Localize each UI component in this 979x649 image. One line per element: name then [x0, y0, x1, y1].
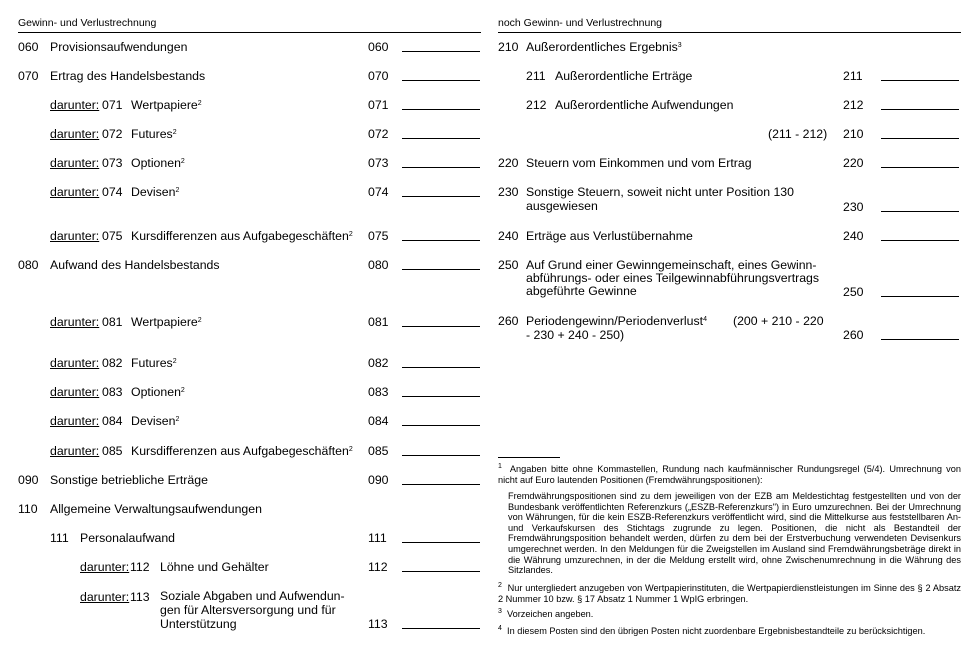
row-060-label: Provisionsaufwendungen [50, 40, 188, 54]
row-240-label: Erträge aus Verlustübernahme [526, 229, 693, 243]
row-082-ref: 082 [368, 356, 389, 370]
row-075-label: Kursdifferenzen aus Aufgabegeschäften$^2$ [131, 229, 353, 243]
row-075-ref: 075 [368, 229, 389, 243]
row-212-entry-line[interactable] [881, 109, 959, 110]
row-074-entry-line[interactable] [402, 196, 480, 197]
row-085-ref: 085 [368, 444, 389, 458]
row-060-code: 060 [18, 40, 39, 54]
row-073-label: Optionen$^2$ [131, 156, 185, 170]
row-250-ref: 250 [843, 285, 864, 299]
row-113-label-line1: Soziale Abgaben und Aufwendun- [160, 589, 345, 603]
row-074-ref: 074 [368, 185, 389, 199]
row-074-label: Devisen$^2$ [131, 185, 180, 199]
row-081-ref: 081 [368, 315, 389, 329]
row-083-label: Optionen$^2$ [131, 385, 185, 399]
row-073-code: 073 [102, 156, 123, 170]
row-212-ref: 212 [843, 98, 864, 112]
row-083-entry-line[interactable] [402, 396, 480, 397]
row-074-darunter: darunter: [50, 185, 100, 199]
row-082-code: 082 [102, 356, 123, 370]
row-071-darunter: darunter: [50, 98, 100, 112]
row-112-label: Löhne und Gehälter [160, 560, 269, 574]
row-260-formula-line2: - 230 + 240 - 250) [526, 328, 625, 342]
row-070-code: 070 [18, 69, 39, 83]
row-111-ref: 111 [368, 531, 387, 545]
row-075-darunter: darunter: [50, 229, 100, 243]
row-072-darunter: darunter: [50, 127, 100, 141]
row-090-ref: 090 [368, 473, 389, 487]
row-230-code: 230 [498, 185, 519, 199]
row-082-label: Futures$^2$ [131, 356, 177, 370]
row-250-label-line3: abgeführte Gewinne [526, 284, 637, 298]
row-073-darunter: darunter: [50, 156, 100, 170]
footnote-1: $^1$ Angaben bitte ohne Kommastellen, Rundung nach kaufmännischer Rundungsregel (5/4). Umrechnung von nicht auf Euro lautenden Positionen (Fremdwährungspositionen): [498, 463, 961, 485]
row-085-entry-line[interactable] [402, 455, 480, 456]
row-085-code: 085 [102, 444, 123, 458]
left-header-rule [18, 32, 481, 33]
row-071-ref: 071 [368, 98, 389, 112]
row-072-code: 072 [102, 127, 123, 141]
row-212-code: 212 [526, 98, 547, 112]
row-260-formula-line1: (200 + 210 - 220 [733, 314, 824, 328]
row-240-code: 240 [498, 229, 519, 243]
row-081-code: 081 [102, 315, 123, 329]
row-070-entry-line[interactable] [402, 80, 480, 81]
footnote-2: $^2$ Nur untergliedert anzugeben von Wertpapierinstituten, die Wertpapierdienstleistungen im Sinne des § 2 Absatz 2 Nummer 10 bzw. § 17 Absatz 1 Nummer 1 WpIG erbringen. [498, 582, 962, 604]
footnote-4: $^4$ In diesem Posten sind den übrigen Posten nicht zuordenbare Ergebnisbestandteile zu berücksichtigen. [498, 625, 926, 636]
row-084-label: Devisen$^2$ [131, 414, 180, 428]
row-250-label-line2: abführungs- oder eines Teilgewinnabführungsvertrags [526, 271, 820, 285]
row-220-ref: 220 [843, 156, 864, 170]
row-212-label: Außerordentliche Aufwendungen [555, 98, 734, 112]
row-113-code: 113 [130, 590, 150, 604]
row-240-ref: 240 [843, 229, 864, 243]
row-071-entry-line[interactable] [402, 109, 480, 110]
row-220-label: Steuern vom Einkommen und vom Ertrag [526, 156, 752, 170]
row-113-label-line3: Unterstützung [160, 617, 237, 631]
row-081-darunter: darunter: [50, 315, 100, 329]
right-header-rule [498, 32, 961, 33]
row-210-label: Außerordentliches Ergebnis$^3$ [526, 40, 682, 54]
row-072-label: Futures$^2$ [131, 127, 177, 141]
row-081-entry-line[interactable] [402, 326, 480, 327]
row-112-darunter: darunter: [80, 560, 130, 574]
row-210-ref: 210 [843, 127, 864, 141]
row-230-label-line2: ausgewiesen [526, 199, 598, 213]
row-090-entry-line[interactable] [402, 484, 480, 485]
row-211-label: Außerordentliche Erträge [555, 69, 693, 83]
footnote-separator [498, 457, 560, 458]
row-211-entry-line[interactable] [881, 80, 959, 81]
row-112-code: 112 [130, 560, 150, 574]
row-070-label: Ertrag des Handelsbestands [50, 69, 206, 83]
row-111-code: 111 [50, 531, 69, 545]
row-220-entry-line[interactable] [881, 167, 959, 168]
row-084-ref: 084 [368, 414, 389, 428]
row-090-label: Sonstige betriebliche Erträge [50, 473, 208, 487]
row-075-code: 075 [102, 229, 123, 243]
row-072-ref: 072 [368, 127, 389, 141]
row-230-ref: 230 [843, 200, 864, 214]
row-074-code: 074 [102, 185, 123, 199]
row-090-code: 090 [18, 473, 39, 487]
row-085-label: Kursdifferenzen aus Aufgabegeschäften$^2$ [131, 444, 353, 458]
row-112-entry-line[interactable] [402, 571, 480, 572]
row-060-entry-line[interactable] [402, 51, 480, 52]
row-080-ref: 080 [368, 258, 389, 272]
row-211-code: 211 [526, 69, 546, 83]
row-260-label: Periodengewinn/Periodenverlust$^4$ [526, 314, 707, 328]
row-075-entry-line[interactable] [402, 240, 480, 241]
row-080-code: 080 [18, 258, 39, 272]
row-210-code: 210 [498, 40, 519, 54]
footnote-3: $^3$ Vorzeichen angeben. [498, 608, 594, 619]
row-210-entry-line[interactable] [881, 138, 959, 139]
row-083-code: 083 [102, 385, 123, 399]
row-085-darunter: darunter: [50, 444, 100, 458]
row-080-entry-line[interactable] [402, 269, 480, 270]
row-073-entry-line[interactable] [402, 167, 480, 168]
row-084-entry-line[interactable] [402, 425, 480, 426]
row-230-label-line1: Sonstige Steuern, soweit nicht unter Position 130 [526, 185, 794, 199]
row-260-code: 260 [498, 314, 519, 328]
row-073-ref: 073 [368, 156, 389, 170]
row-081-label: Wertpapiere$^2$ [131, 315, 202, 329]
row-071-code: 071 [102, 98, 123, 112]
row-230-entry-line[interactable] [881, 211, 959, 212]
row-083-ref: 083 [368, 385, 389, 399]
row-250-entry-line[interactable] [881, 296, 959, 297]
row-110-label: Allgemeine Verwaltungsaufwendungen [50, 502, 262, 516]
row-070-ref: 070 [368, 69, 389, 83]
row-250-label-line1: Auf Grund einer Gewinngemeinschaft, eines Gewinn- [526, 258, 817, 272]
row-113-ref: 113 [368, 617, 388, 631]
row-110-code: 110 [18, 502, 38, 516]
row-111-entry-line[interactable] [402, 542, 480, 543]
row-240-entry-line[interactable] [881, 240, 959, 241]
row-071-label: Wertpapiere$^2$ [131, 98, 202, 112]
row-082-darunter: darunter: [50, 356, 100, 370]
row-080-label: Aufwand des Handelsbestands [50, 258, 220, 272]
row-260-ref: 260 [843, 328, 864, 342]
row-084-darunter: darunter: [50, 414, 100, 428]
row-060-ref: 060 [368, 40, 389, 54]
row-082-entry-line[interactable] [402, 367, 480, 368]
row-084-code: 084 [102, 414, 123, 428]
right-section-title: noch Gewinn- und Verlustrechnung [498, 17, 663, 29]
row-111-label: Personalaufwand [80, 531, 176, 545]
row-211-ref: 211 [843, 69, 863, 83]
row-260-entry-line[interactable] [881, 339, 959, 340]
row-072-entry-line[interactable] [402, 138, 480, 139]
left-section-title: Gewinn- und Verlustrechnung [18, 17, 157, 29]
row-113-label-line2: gen für Altersversorgung und für [160, 603, 336, 617]
row-113-darunter: darunter: [80, 590, 130, 604]
row-210-formula: (211 - 212) [768, 127, 828, 141]
footnote-1-continued: Fremdwährungspositionen sind zu dem jeweiligen von der EZB am Meldestichtag festgestellten und von der Bundesbank veröffentlichten Referenzkurs („ESZB-Referenzkurs") in Euro umzurechnen. Bei der Umrechnung von Währungen, für die kein ESZB-Referenzkurs veröffentlicht wird, sind die Mittelkurse aus feststellbaren An- und Verkaufskursen des Stichtags zugrunde zu legen. Positionen, die nicht als Bestandteil der Fremdwährungsposition behandelt werden, dürfen zu dem bei der Erstverbuchung verwendeten Devisenkurs umgerechnet werden. In den Meldungen für die Zweigstellen im Ausland sind Fremdwährungsbeträge direkt in die Währung umzurechnen, in der die Meldung erstellt wird, ohne Zwischenumrechnung in die Währung des Sitzlandes. [508, 491, 961, 576]
row-113-entry-line[interactable] [402, 628, 480, 629]
row-112-ref: 112 [368, 560, 388, 574]
row-083-darunter: darunter: [50, 385, 100, 399]
row-220-code: 220 [498, 156, 519, 170]
row-250-code: 250 [498, 258, 519, 272]
